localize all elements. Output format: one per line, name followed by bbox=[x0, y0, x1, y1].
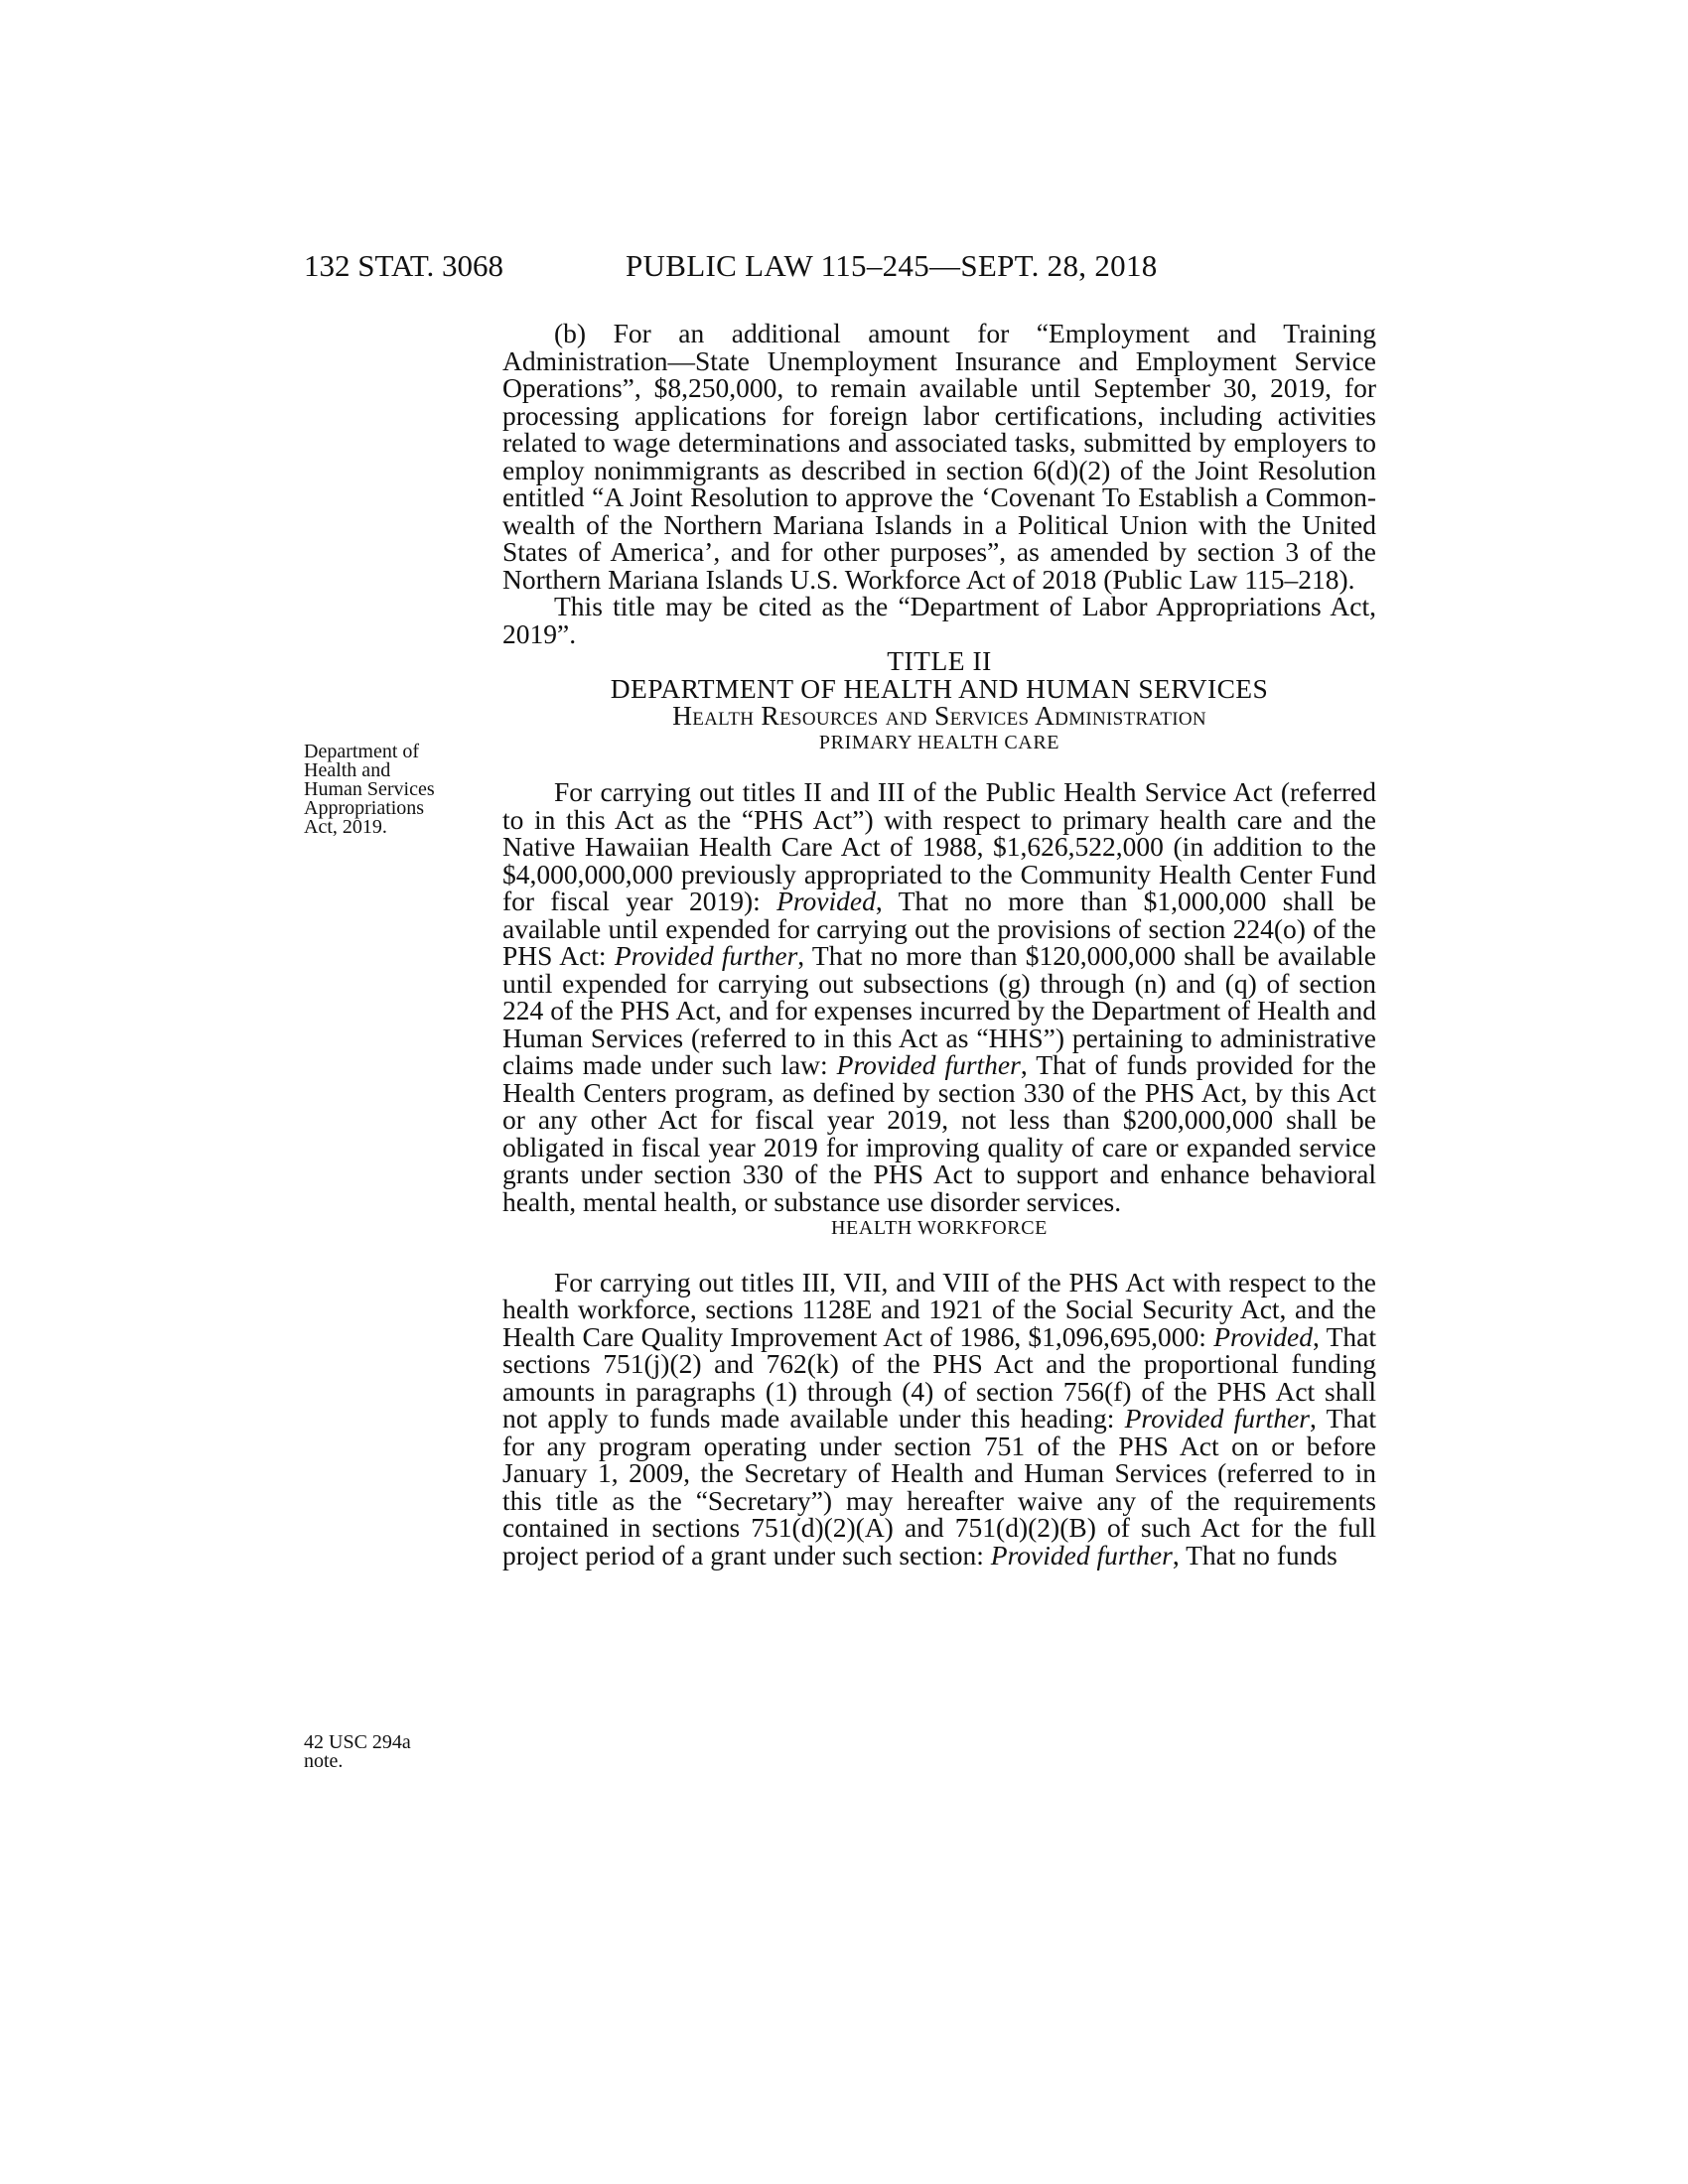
proviso: Provided bbox=[1213, 1320, 1313, 1352]
title-heading: TITLE II bbox=[887, 645, 992, 676]
health-workforce-heading: HEALTH WORKFORCE bbox=[831, 1217, 1048, 1239]
statute-page: 132 STAT. 3068 bbox=[304, 248, 504, 283]
primary-health-care-paragraph bbox=[502, 778, 1376, 1215]
proviso: Provided further bbox=[1124, 1403, 1310, 1433]
text-run: For carrying out titles III, VII, and VIII of the PHS Act with respect to the health workforce, sections 1128E and 1921 of the Social Security Act, and the Health Care Quality Improvement Act of 1986, $1,096,695,000: bbox=[502, 1266, 1376, 1352]
text-run: , That sections 751(j)(2) and 762(k) of the PHS Act and the proportional funding amounts in paragraphs (1) through (4) of section 756(f) of the PHS Act shall not apply to funds made available under this heading: bbox=[502, 1320, 1376, 1433]
margin-note-line: Department of bbox=[304, 741, 420, 762]
text-run: , That for any program operating under section 751 of the PHS Act on or before January 1, 2009, the Secretary of Health and Human Services (referred to in this title as the “Secretary”) may hereafter waive any of the requirements contained in sections 751(d)(2)(A) and 751(d)(2)(B) of such Act for the full project period of a grant under such section: bbox=[502, 1403, 1376, 1570]
proviso: Provided further bbox=[990, 1539, 1173, 1570]
document-body bbox=[502, 320, 1376, 1569]
proviso: Provided further bbox=[836, 1049, 1021, 1080]
margin-note-line: note. bbox=[304, 1750, 344, 1772]
health-workforce-paragraph bbox=[502, 1266, 1376, 1570]
text-run: , That no funds bbox=[1172, 1539, 1337, 1570]
margin-note-line: Appropriations bbox=[304, 797, 425, 819]
department-heading: DEPARTMENT OF HEALTH AND HUMAN SERVICES bbox=[610, 672, 1269, 704]
margin-note-usc bbox=[304, 1733, 483, 1771]
agency-heading: Health Resources and Services Administration bbox=[672, 700, 1206, 731]
text-run: , That no more than $120,000,000 shall be available until expended for carrying out subsections (g) through (n) and (q) of section 224 of the PHS Act, and for expenses incurred by the Department of Health and Human Services (referred to in this Act as “HHS”) pertaining to administrative claims made under such law: bbox=[502, 940, 1376, 1080]
citation-paragraph: This title may be cited as the “Department of Labor Appropriations Act, 2019”. bbox=[502, 591, 1376, 649]
margin-note-line: Health and bbox=[304, 759, 391, 781]
paragraph-b: (b) For an additional amount for “Employment and Training Administration—State Unemployment Insurance and Employment Service Operations”, $8,250,000, to remain available until September 30, 2019, for processing applications for foreign labor certifications, including activities related to wage determinations and associated tasks, submitted by employers to employ nonimmigrants as described in section 6(d)(2) of the Joint Resolution entitled “A Joint Resolution to approve the ‘Covenant To Establish a Commonwealth of the Northern Mariana Islands in a Political Union with the United States of America’, and for other purposes”, as amended by section 3 of the Northern Mariana Islands U.S. Workforce Act of 2018 (Public Law 115–218). bbox=[502, 318, 1376, 595]
text-run: , That no more than $1,000,000 shall be available until expended for carrying out the provisions of section 224(o) of the PHS Act: bbox=[502, 886, 1376, 971]
primary-health-care-heading: PRIMARY HEALTH CARE bbox=[818, 731, 1060, 753]
text-run: For carrying out titles II and III of the Public Health Service Act (referred to in this Act as the “PHS Act”) with respect to primary health care and the Native Hawaiian Health Care Act of 1988, $1,626,522,000 (in addition to the $4,000,000,000 previously appropriated to the Community Health Center Fund for fiscal year 2019): bbox=[502, 776, 1376, 916]
margin-note-line: Human Services bbox=[304, 778, 435, 800]
text-run: , That of funds provided for the Health Centers program, as defined by section 330 of the PHS Act, by this Act or any other Act for fiscal year 2019, not less than $200,000,000 shall be obligated in fiscal year 2019 for improving quality of care or expanded service grants under section 330 of the PHS Act to support and enhance behavioral health, mental health, or substance use disorder services. bbox=[502, 1049, 1376, 1217]
margin-note-line: Act, 2019. bbox=[304, 816, 387, 838]
margin-note-dept-act bbox=[304, 743, 483, 837]
proviso: Provided bbox=[776, 886, 876, 916]
law-citation: PUBLIC LAW 115–245—SEPT. 28, 2018 bbox=[626, 248, 1158, 283]
proviso: Provided further bbox=[614, 940, 798, 971]
margin-note-line: 42 USC 294a bbox=[304, 1731, 411, 1753]
running-header bbox=[304, 248, 1376, 288]
